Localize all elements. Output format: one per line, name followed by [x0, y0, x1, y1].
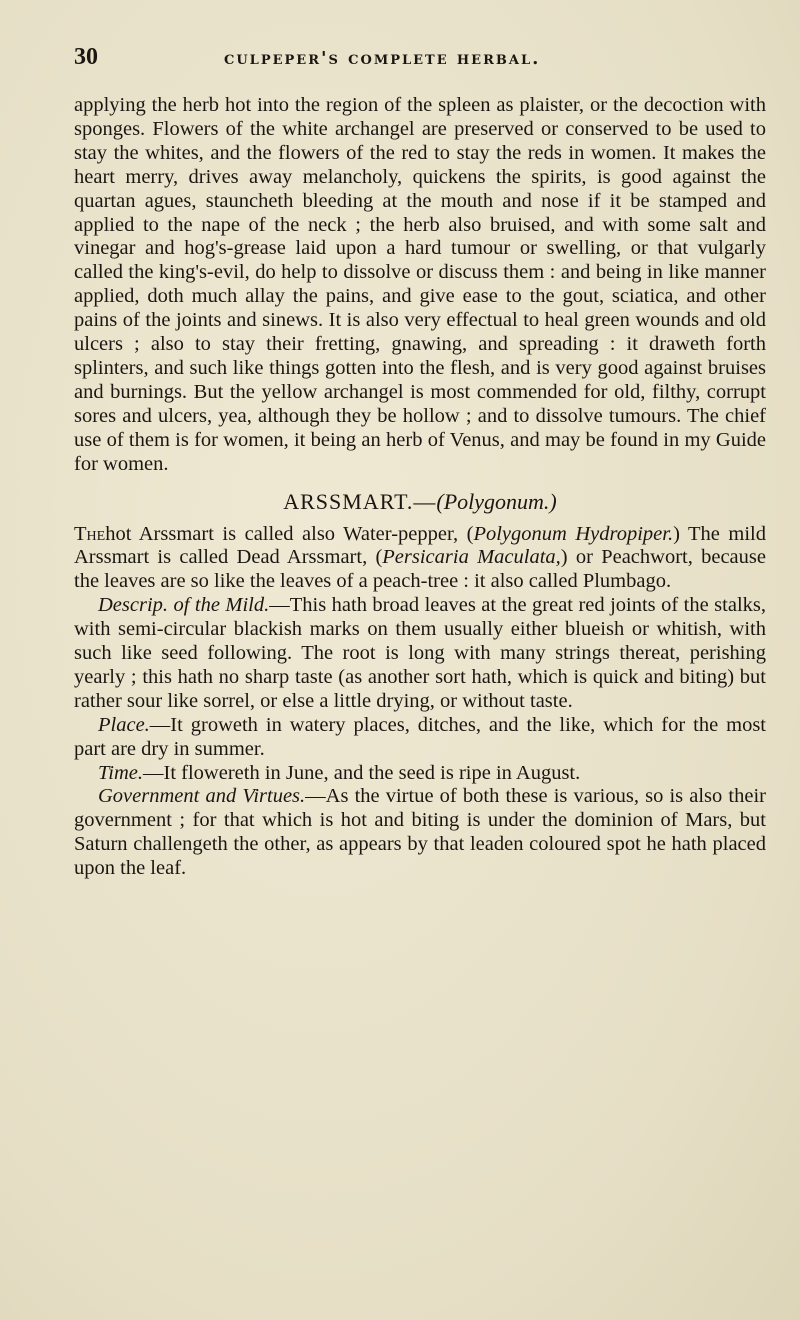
description-label: Descrip. of the Mild.	[98, 594, 270, 617]
intro-text-1: hot Arssmart is called also Water-pepper, (	[105, 522, 474, 545]
time-label: Time.	[98, 761, 143, 784]
intro-lead-word: The	[74, 522, 106, 545]
entry-title: ARSSMART.—	[283, 488, 437, 514]
intro-latin-1: Polygonum Hydropiper.	[473, 522, 674, 545]
intro-text-2: ) The mild Arssmart is called Dead Arssmart, (	[74, 522, 766, 569]
entry-latin-name: (Polygonum.)	[436, 488, 557, 514]
place-text: —It groweth in watery places, ditches, and the like, which for the most part are dry in summer.	[74, 713, 766, 760]
running-title: culpeper's complete herbal.	[224, 48, 541, 69]
time-text: —It flowereth in June, and the seed is ripe in August.	[143, 761, 581, 784]
time-paragraph	[74, 762, 766, 786]
intro-text-3: ) or Peachwort, because the leaves are so like the leaves of a peach-tree : it also called Plumbago.	[74, 546, 766, 593]
place-paragraph	[74, 714, 766, 762]
government-paragraph	[74, 785, 766, 881]
entry-heading	[74, 489, 766, 515]
government-label: Government and Virtues.	[98, 785, 306, 808]
government-text: —As the virtue of both these is various, so is also their government ; for that which is hot and biting is under the dominion of Mars, but Saturn challengeth the other, as appears by that leaden coloured spot he hath placed upon the leaf.	[74, 785, 766, 880]
place-label: Place.	[98, 713, 150, 736]
description-paragraph	[74, 594, 766, 714]
description-text: —This hath broad leaves at the great red joints of the stalks, with semi-circular blackish marks on them usually either blueish or whitish, with such like seed following. The root is long with many strings thereat, perishing yearly ; this hath no sharp taste (as another sort hath, which is quick and biting) but rather sour like sorrel, or else a little drying, or without taste.	[74, 594, 766, 712]
running-head	[74, 44, 766, 78]
page-number: 30	[74, 44, 98, 70]
continuation-paragraph: applying the herb hot into the region of the spleen as plaister, or the decoction with sponges. Flowers of the white archangel are preserved or conserved to be used to stay the whites, and the flowers of the red to stay the reds in women. It makes the heart merry, drives away melancholy, quickens the spirits, is good against the quartan agues, stauncheth bleeding at the mouth and nose if it be stamped and applied to the nape of the neck ; the herb also bruised, and with some salt and vinegar and hog's-grease laid upon a hard tumour or swelling, or that vulgarly called the king's-evil, do help to dissolve or discuss them : and being in like manner applied, doth much allay the pains, and give ease to the gout, sciatica, and other pains of the joints and sinews. It is also very effectual to heal green wounds and old ulcers ; also to stay their fretting, gnawing, and spreading : it draweth forth splinters, and such like things gotten into the flesh, and is very good against bruises and burnings. But the yellow archangel is most commended for old, filthy, corrupt sores and ulcers, yea, although they be hollow ; and to dissolve tumours. The chief use of them is for women, it being an herb of Venus, and may be found in my Guide for women.	[74, 94, 766, 475]
intro-paragraph	[74, 523, 766, 595]
intro-latin-2: Persicaria Maculata,	[382, 546, 561, 569]
